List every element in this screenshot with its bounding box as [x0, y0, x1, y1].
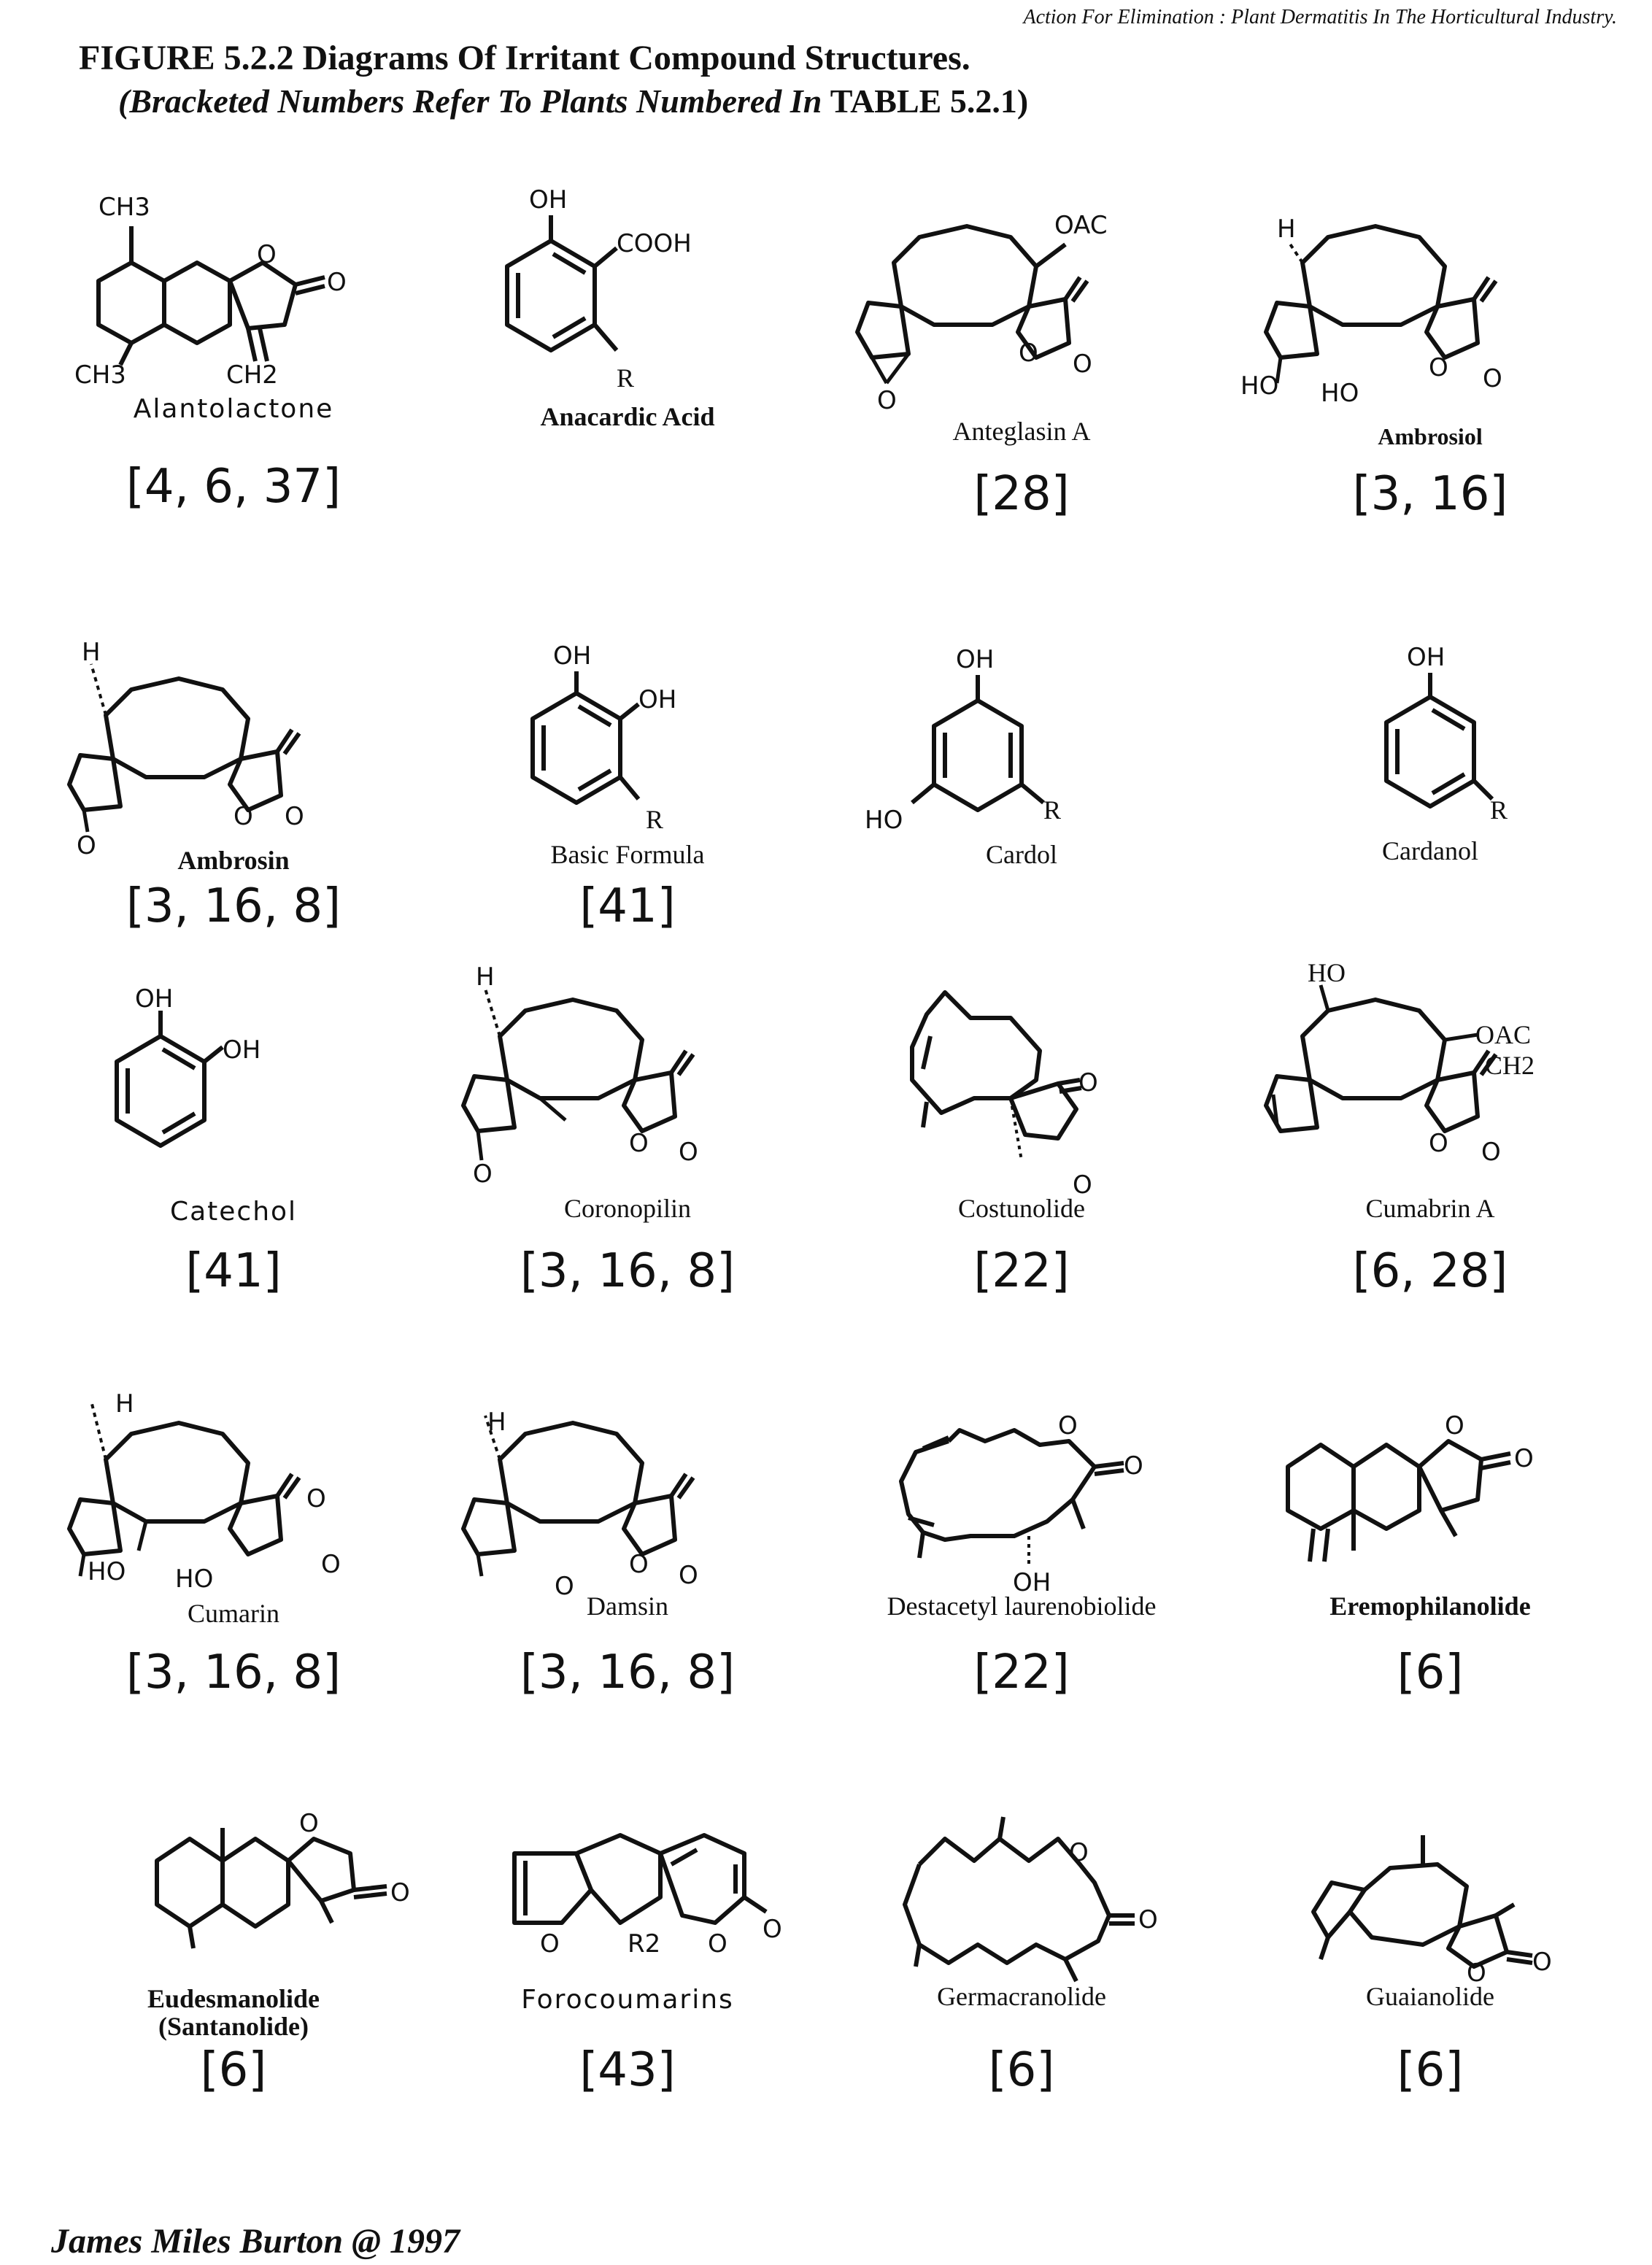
atom-label: O [1069, 1838, 1089, 1867]
atom-label: OAC [1475, 1020, 1532, 1049]
atom-label: CH3 [74, 360, 126, 390]
compound-name-line2: (Santanolide) [158, 2012, 309, 2041]
compound-name: Germacranolide [937, 1982, 1106, 2011]
atom-label: O [390, 1878, 410, 1907]
figure-title: FIGURE 5.2.2 Diagrams Of Irritant Compound Structures. [79, 39, 970, 77]
compound-card [817, 949, 1226, 1401]
atom-label: O [763, 1915, 782, 1944]
compound-card [29, 978, 438, 1430]
atom-label: R2 [628, 1929, 661, 1959]
atom-label: R [1043, 795, 1062, 825]
compound-name: Ambrosiol [1378, 423, 1483, 449]
atom-label: COOH [617, 229, 692, 258]
atom-label: O [233, 802, 253, 831]
plant-refs: [6] [1397, 2043, 1464, 2097]
atom-label: OH [223, 1035, 261, 1065]
atom-label: OH [529, 185, 568, 215]
cumabrin-a-structure [1226, 949, 1634, 1197]
compound-name: Catechol [169, 1197, 298, 1227]
atom-label: O [1078, 1068, 1098, 1097]
compound-card [29, 175, 438, 628]
atom-label: O [679, 1561, 698, 1590]
compound-card [817, 175, 1226, 628]
compound-card [817, 1795, 1226, 2247]
plant-refs: [6, 28] [1352, 1244, 1508, 1298]
atom-label: H [1277, 215, 1296, 244]
atom-label: CH2 [226, 360, 278, 390]
atom-label: O [77, 831, 96, 860]
alantolactone-structure [29, 175, 438, 489]
atom-label: O [306, 1484, 326, 1513]
plant-refs: [6] [1397, 1645, 1464, 1699]
plant-refs: [3, 16, 8] [520, 1244, 736, 1298]
atom-label: O [679, 1138, 698, 1167]
plant-refs: [3, 16] [1352, 467, 1508, 521]
atom-label: OH [956, 645, 995, 674]
atom-label: O [299, 1809, 319, 1838]
atom-label: O [629, 1550, 649, 1579]
plant-refs: [22] [973, 1244, 1070, 1298]
compound-name: Eremophilanolide [1329, 1591, 1531, 1621]
compound-card [1226, 949, 1634, 1401]
atom-label: O [1429, 353, 1448, 382]
plant-refs: [3, 16, 8] [126, 1645, 341, 1699]
compound-name: Forocoumarins [521, 1985, 734, 2015]
plant-refs: [41] [579, 879, 676, 933]
atom-label: O [1138, 1905, 1158, 1934]
forocoumarins-structure [423, 1795, 832, 2014]
plant-refs: [41] [185, 1244, 282, 1298]
atom-label: OH [1407, 643, 1446, 672]
plant-refs: [4, 6, 37] [126, 460, 341, 514]
subtitle-table-ref: TABLE 5.2.1) [830, 82, 1029, 120]
compound-name: Guaianolide [1366, 1982, 1494, 2011]
atom-label: O [877, 386, 897, 415]
atom-label: O [1532, 1948, 1552, 1977]
compound-name: Destacetyl laurenobiolide [887, 1591, 1157, 1621]
basic-formula-structure [423, 628, 832, 861]
compound-name: Anteglasin A [952, 417, 1091, 446]
plant-refs: [28] [973, 467, 1070, 521]
atom-label: OH [638, 685, 677, 714]
atom-label: H [476, 962, 495, 992]
atom-label: O [540, 1929, 560, 1959]
compound-name: Costunolide [957, 1194, 1085, 1223]
anacardic-acid-structure [423, 175, 832, 489]
plant-refs: [6] [988, 2043, 1055, 2097]
compound-card [423, 1795, 832, 2247]
catechol-structure [29, 978, 438, 1197]
compound-name: Alantolactone [133, 394, 334, 424]
compound-card [29, 1372, 438, 1824]
atom-label: HO [175, 1564, 214, 1594]
compound-card [817, 1372, 1226, 1824]
atom-label: H [115, 1389, 134, 1419]
atom-label: O [473, 1159, 493, 1189]
compound-name: Anacardic Acid [540, 402, 715, 431]
atom-label: OH [553, 641, 592, 671]
plant-refs: [3, 16, 8] [520, 1645, 736, 1699]
atom-label: O [285, 802, 304, 831]
compound-card [1226, 175, 1634, 628]
coronopilin-structure [423, 949, 832, 1197]
compound-name-line1: Eudesmanolide [147, 1984, 320, 2013]
plant-refs: [22] [973, 1645, 1070, 1699]
atom-label: O [1445, 1411, 1464, 1440]
compound-card [1226, 1795, 1634, 2247]
costunolide-structure [817, 949, 1226, 1197]
atom-label: HO [1321, 379, 1359, 408]
subtitle-text: (Bracketed Numbers Refer To Plants Numbered In [118, 82, 822, 120]
atom-label: O [1481, 1138, 1501, 1167]
plant-refs: [43] [579, 2043, 676, 2097]
cumarin-structure [29, 1372, 438, 1635]
atom-label: O [629, 1129, 649, 1158]
atom-label: HO [88, 1557, 126, 1586]
compound-name: Cardol [986, 840, 1057, 869]
atom-label: CH2 [1485, 1051, 1535, 1080]
atom-label: O [327, 268, 347, 297]
compound-name: Cumarin [188, 1599, 279, 1628]
atom-label: O [1429, 1129, 1448, 1158]
compound-name: Coronopilin [563, 1194, 691, 1223]
atom-label: CH3 [99, 193, 150, 222]
compound-card [423, 175, 832, 628]
compound-card [423, 949, 832, 1401]
ambrosin-structure [29, 628, 438, 861]
author-credit: James Miles Burton @ 1997 [51, 2222, 460, 2261]
atom-label: H [487, 1408, 506, 1437]
atom-label: O [1124, 1451, 1143, 1481]
atom-label: O [1073, 1170, 1092, 1197]
cardanol-structure [1226, 628, 1634, 861]
atom-label: O [1058, 1411, 1078, 1440]
compound-card [29, 1795, 438, 2247]
atom-label: O [1467, 1959, 1486, 1988]
compound-name: Cumabrin A [1365, 1194, 1495, 1223]
atom-label: O [708, 1929, 727, 1959]
compound-name: Ambrosin [177, 846, 290, 875]
atom-label: H [82, 638, 101, 667]
cardol-structure [817, 628, 1226, 861]
compound-name: Basic Formula [550, 840, 705, 869]
eudesmanolide-structure [29, 1795, 438, 2014]
atom-label: R [1490, 795, 1508, 825]
compound-card [1226, 1372, 1634, 1824]
atom-label: R [617, 363, 635, 393]
atom-label: OAC [1054, 211, 1108, 240]
atom-label: HO [1240, 371, 1279, 401]
plant-refs: [6] [200, 2043, 267, 2097]
compound-name [29, 1985, 438, 2040]
atom-label: O [257, 240, 277, 269]
plant-refs: [3, 16, 8] [126, 879, 341, 933]
atom-label: O [1483, 364, 1502, 393]
atom-label: R [646, 805, 664, 834]
atom-label: O [1073, 350, 1092, 379]
atom-label: O [321, 1550, 341, 1579]
atom-label: HO [865, 806, 903, 835]
compound-name: Cardanol [1382, 836, 1478, 865]
atom-label: O [1514, 1444, 1534, 1473]
figure-subtitle [118, 82, 1028, 120]
atom-label: OH [135, 984, 174, 1014]
compound-card [423, 1372, 832, 1824]
atom-label: HO [1308, 958, 1346, 987]
atom-label: O [555, 1572, 574, 1601]
compound-name: Damsin [587, 1591, 668, 1621]
header-note: Action For Elimination : Plant Dermatitis In The Horticultural Industry. [1023, 6, 1617, 28]
atom-label: O [1019, 339, 1038, 368]
atom-label: OH [1013, 1568, 1051, 1597]
